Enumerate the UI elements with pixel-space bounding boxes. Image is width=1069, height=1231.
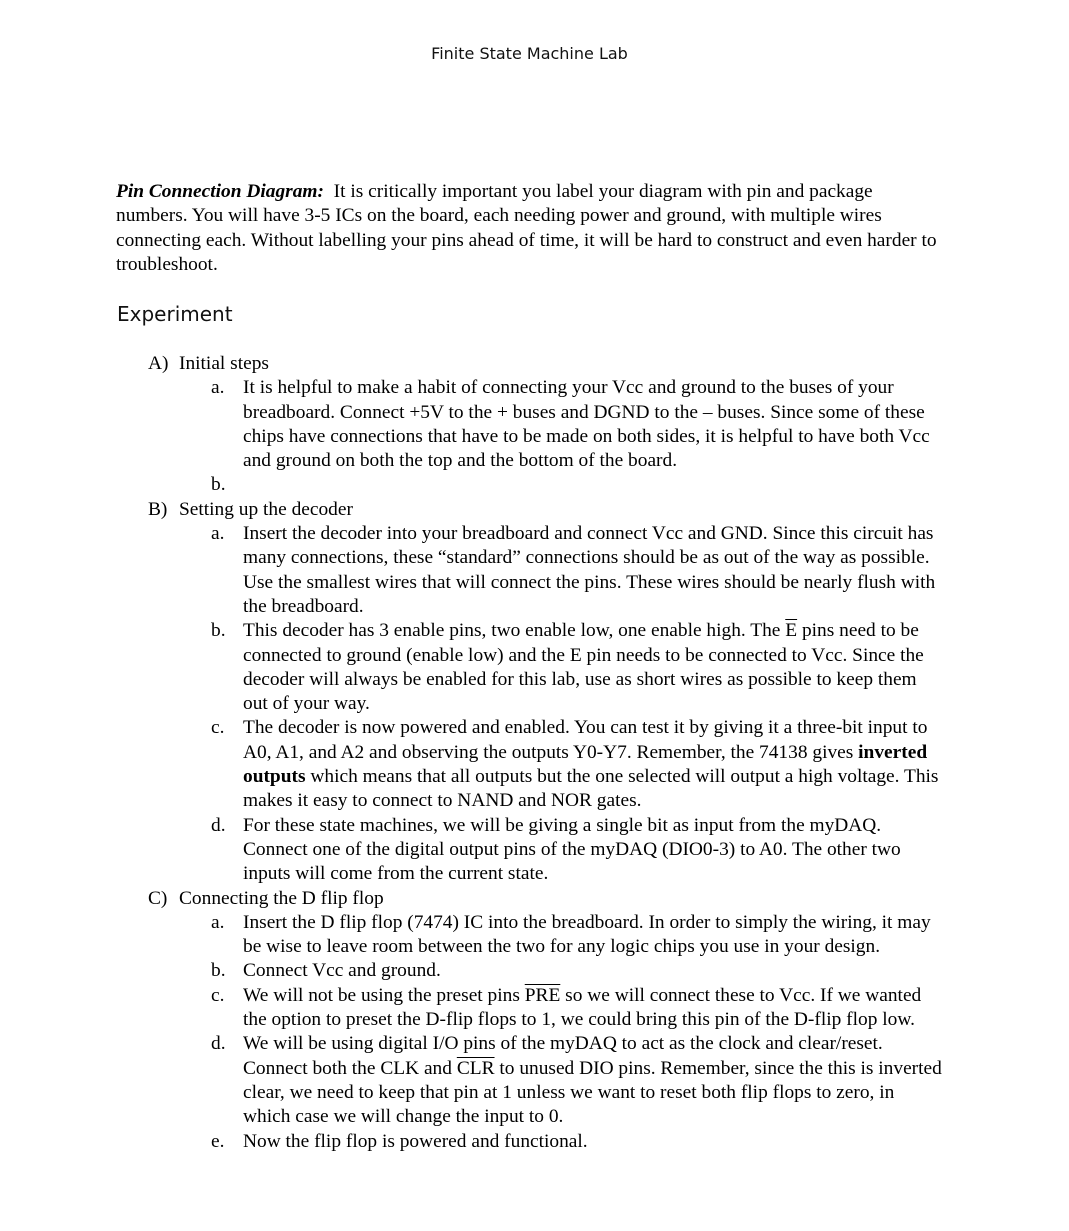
step-b-item-d bbox=[179, 814, 943, 887]
item-text: Insert the decoder into your breadboard and connect Vcc and GND. Since this circuit has many connections, these “standard” connections should be as out of the way as possible. Use the smallest wires that will connect the pins. These wires should be nearly flush with the breadboard. bbox=[243, 523, 936, 617]
item-marker: d. bbox=[211, 1033, 226, 1055]
item-marker: c. bbox=[211, 717, 225, 739]
step-b-items bbox=[179, 522, 1069, 886]
step-c bbox=[0, 887, 1069, 1154]
step-b-item-a bbox=[179, 522, 943, 619]
item-text: Connect Vcc and ground. bbox=[243, 960, 441, 982]
item-text-part1: The decoder is now powered and enabled. You can test it by giving it a three-bit input to A0, A1, and A2 and observing the outputs Y0-Y7. Remember, the 74138 gives bbox=[243, 717, 928, 763]
item-marker: d. bbox=[211, 814, 226, 836]
intro-text: It is critically important you label your diagram with pin and package numbers. You will have 3-5 ICs on the board, each needing power and ground, with multiple wires connecting each. Without labelling your pins ahead of time, it will be hard to construct and even harder to troubleshoot. bbox=[116, 181, 937, 275]
item-text: Now the flip flop is powered and functional. bbox=[243, 1130, 588, 1152]
step-c-items bbox=[179, 911, 1069, 1154]
step-a bbox=[0, 352, 1069, 498]
preset-symbol: $\overline{PRE}$ bbox=[524, 984, 561, 1006]
item-marker: b. bbox=[211, 960, 226, 982]
experiment-steps bbox=[0, 352, 1069, 1154]
step-a-items bbox=[179, 376, 1069, 497]
step-c-title: Connecting the D flip flop bbox=[179, 887, 384, 909]
step-b bbox=[0, 498, 1069, 887]
page-header: Finite State Machine Lab bbox=[431, 44, 628, 63]
item-text-part1: We will not be using the preset pins bbox=[243, 984, 520, 1006]
intro-paragraph bbox=[116, 180, 946, 277]
item-text: It is helpful to make a habit of connecting your Vcc and ground to the buses of your breadboard. Connect +5V to the + buses and DGND to the – buses. Since some of these chips have connections that have to be made on both sides, it is helpful to have both Vcc and ground on both the top and the bottom of the board. bbox=[243, 377, 930, 472]
intro-label: Pin Connection Diagram: bbox=[116, 181, 324, 202]
item-marker: a. bbox=[211, 911, 225, 933]
item-marker: e. bbox=[211, 1130, 225, 1152]
clear-symbol: $\overline{CLR}$ bbox=[456, 1057, 495, 1079]
item-text: For these state machines, we will be giving a single bit as input from the myDAQ. Connect one of the digital output pins of the myDAQ (DIO0-3) to A0. The other two inputs will come from the current state. bbox=[243, 814, 901, 885]
item-marker: a. bbox=[211, 523, 225, 545]
item-marker: a. bbox=[211, 377, 225, 399]
item-bold-text: inverted outputs bbox=[243, 741, 928, 788]
item-marker: b. bbox=[211, 620, 226, 642]
step-b-item-c bbox=[179, 716, 943, 813]
step-a-marker: A) bbox=[148, 353, 169, 374]
item-marker: c. bbox=[211, 984, 225, 1006]
item-text-part1: This decoder has 3 enable pins, two enable low, one enable high. The bbox=[243, 620, 781, 642]
item-text-part1: We will be using digital I/O pins of the myDAQ to act as the clock and clear/reset. Connect both the CLK and bbox=[243, 1033, 883, 1079]
item-text-part2: so we will connect these to Vcc. If we wanted the option to preset the D-flip flops to 1, we could bring this pin of the D-flip flop low. bbox=[243, 984, 922, 1031]
step-a-item-b bbox=[179, 473, 943, 497]
step-c-item-a bbox=[179, 911, 943, 960]
section-heading-experiment: Experiment bbox=[117, 302, 233, 326]
step-b-item-b bbox=[179, 619, 943, 716]
step-c-item-d bbox=[179, 1032, 943, 1129]
item-marker: b. bbox=[211, 474, 226, 496]
step-b-title: Setting up the decoder bbox=[179, 498, 353, 520]
step-b-marker: B) bbox=[148, 498, 168, 520]
step-c-item-b bbox=[179, 959, 943, 983]
step-a-item-a bbox=[179, 376, 943, 473]
step-a-title: Initial steps bbox=[179, 353, 269, 374]
item-text-part2: to unused DIO pins. Remember, since the this is inverted clear, we need to keep that pin at 1 unless we want to reset both flip flops to zero, in which case we will change the input to 0. bbox=[243, 1057, 942, 1128]
step-c-marker: C) bbox=[148, 887, 168, 909]
step-c-item-e bbox=[179, 1130, 943, 1154]
enable-low-symbol: $\overline{E}$ bbox=[785, 620, 798, 642]
item-text-part2: pins need to be connected to ground (enable low) and the E pin needs to be connected to Vcc. Since the decoder will always be enabled for this lab, use as short wires as possible to keep them out of your way. bbox=[243, 620, 924, 715]
step-c-item-c bbox=[179, 984, 943, 1033]
item-text-part2: which means that all outputs but the one selected will output a high voltage. This makes it easy to connect to NAND and NOR gates. bbox=[243, 766, 939, 812]
item-text: Insert the D flip flop (7474) IC into the breadboard. In order to simply the wiring, it may be wise to leave room between the two for any logic chips you use in your design. bbox=[243, 911, 931, 958]
